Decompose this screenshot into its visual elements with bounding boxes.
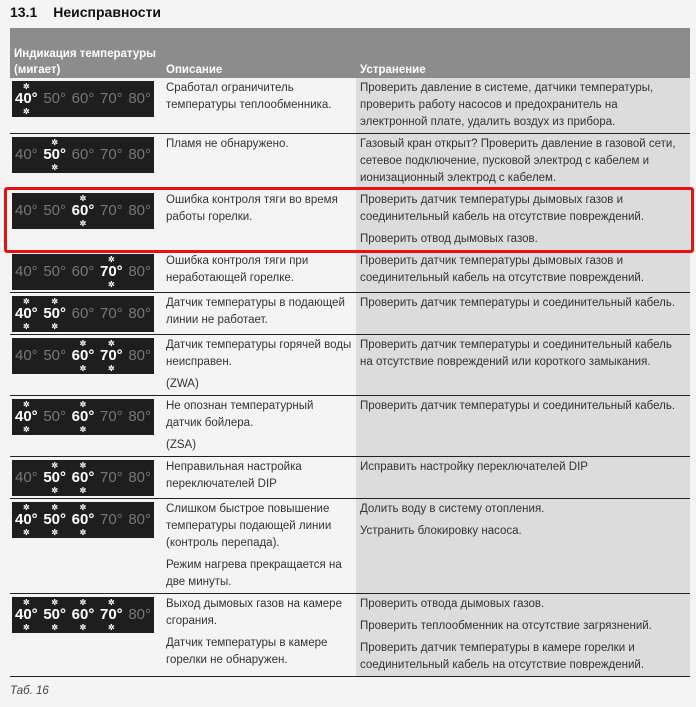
- blink-icon: ✲: [22, 82, 30, 91]
- blink-icon: ✲: [79, 528, 87, 537]
- remedy-text: Исправить настройку переключателей DIP: [360, 461, 588, 473]
- temp-label: 40°: [15, 347, 38, 364]
- blink-icon: ✲: [79, 194, 87, 203]
- table-row: [10, 396, 690, 457]
- temp-indicator: [72, 339, 95, 373]
- blink-icon: ✲: [22, 322, 30, 331]
- temp-label: 70°: [99, 90, 123, 107]
- description-text: Датчик температуры в подающей линии не работает.: [166, 297, 345, 326]
- remedy-text: Проверить датчик температуры и соединительный кабель.: [360, 400, 676, 412]
- temp-label: 60°: [71, 202, 95, 219]
- temp-label: 70°: [99, 263, 123, 280]
- table-row: [10, 251, 690, 293]
- blink-icon: ✲: [22, 425, 30, 434]
- description-text: Пламя не обнаружено.: [166, 138, 289, 150]
- temp-label: 70°: [99, 469, 123, 486]
- temp-label: 40°: [15, 606, 38, 623]
- temp-label: 60°: [71, 305, 95, 322]
- temp-label: 40°: [15, 146, 38, 163]
- blink-icon: ✲: [107, 364, 115, 373]
- temp-indicator: [72, 138, 95, 172]
- header-indicator: Индикация температуры (мигает): [10, 28, 162, 78]
- temp-label: 80°: [128, 90, 151, 107]
- blink-icon: ✲: [22, 107, 30, 116]
- temperature-display: [12, 399, 154, 435]
- blink-icon: ✲: [51, 528, 59, 537]
- temp-indicator: [15, 82, 38, 116]
- temp-label: 60°: [71, 263, 95, 280]
- blink-icon: ✲: [22, 598, 30, 607]
- blink-icon: ✲: [79, 400, 87, 409]
- remedy-cell: [356, 251, 690, 293]
- temp-label: 80°: [128, 202, 151, 219]
- temp-label: 80°: [128, 305, 151, 322]
- temp-label: 50°: [43, 469, 67, 486]
- blink-icon: ✲: [51, 138, 59, 147]
- indicator-cell: [10, 78, 162, 134]
- temp-label: 80°: [128, 263, 151, 280]
- table-row: [10, 190, 690, 251]
- blink-icon: ✲: [22, 623, 30, 632]
- remedy-cell: [356, 594, 690, 677]
- remedy-text: Проверить датчик температуры и соединительный кабель на отсутствие повреждений или короткого замыкания.: [360, 339, 672, 368]
- temp-indicator: [43, 138, 66, 172]
- temp-label: 70°: [99, 202, 123, 219]
- temp-indicator: [72, 194, 95, 228]
- blink-icon: ✲: [107, 623, 115, 632]
- description-text: Режим нагрева прекращается на две минуты.: [166, 559, 342, 588]
- temp-indicator: [72, 400, 95, 434]
- indicator-cell: [10, 335, 162, 396]
- blink-icon: ✲: [51, 163, 59, 172]
- temp-label: 50°: [43, 90, 67, 107]
- temperature-display: [12, 254, 154, 290]
- description-cell: [162, 396, 356, 457]
- temp-indicator: [43, 400, 66, 434]
- temp-label: 40°: [15, 263, 38, 280]
- remedy-text: Газовый кран открыт? Проверить давление в газовой сети, сетевое подключение, пусковой электрод с кабелем и ионизационный электрод с кабелем.: [360, 138, 676, 184]
- temp-indicator: [15, 194, 38, 228]
- temp-indicator: [43, 255, 66, 289]
- blink-icon: ✲: [79, 486, 87, 495]
- temp-indicator: [15, 400, 38, 434]
- temp-label: 40°: [15, 202, 38, 219]
- description-text: Выход дымовых газов на камере сгорания.: [166, 598, 342, 627]
- temperature-display: [12, 193, 154, 229]
- temp-indicator: [128, 297, 151, 331]
- temp-label: 70°: [99, 511, 123, 528]
- temp-label: 80°: [128, 347, 151, 364]
- blink-icon: ✲: [107, 339, 115, 348]
- blink-icon: ✲: [22, 503, 30, 512]
- blink-icon: ✲: [79, 623, 87, 632]
- blink-icon: ✲: [51, 598, 59, 607]
- temp-indicator: [72, 598, 95, 632]
- table-row: [10, 335, 690, 396]
- blink-icon: ✲: [107, 598, 115, 607]
- temp-label: 70°: [99, 146, 123, 163]
- description-text: (ZSA): [166, 439, 197, 451]
- indicator-cell: [10, 457, 162, 499]
- indicator-cell: [10, 594, 162, 677]
- temp-indicator: [100, 598, 123, 632]
- blink-icon: ✲: [51, 503, 59, 512]
- description-text: Ошибка контроля тяги при неработающей горелке.: [166, 255, 309, 284]
- blink-icon: ✲: [79, 461, 87, 470]
- temp-label: 80°: [128, 408, 151, 425]
- description-cell: [162, 499, 356, 594]
- temperature-display: [12, 338, 154, 374]
- temp-label: 60°: [71, 511, 95, 528]
- temp-indicator: [43, 82, 66, 116]
- temp-indicator: [43, 598, 66, 632]
- header-remedy: Устранение: [356, 28, 690, 78]
- temp-label: 60°: [71, 90, 95, 107]
- temp-label: 60°: [71, 347, 95, 364]
- temp-indicator: [43, 297, 66, 331]
- temp-indicator: [100, 400, 123, 434]
- indicator-cell: [10, 190, 162, 251]
- temp-indicator: [128, 255, 151, 289]
- temp-indicator: [72, 297, 95, 331]
- description-cell: [162, 190, 356, 251]
- blink-icon: ✲: [51, 461, 59, 470]
- temp-label: 50°: [43, 408, 67, 425]
- section-title: Неисправности: [53, 4, 162, 20]
- description-text: Не опознан температурный датчик бойлера.: [166, 400, 314, 429]
- section-heading: [10, 2, 690, 22]
- description-text: Датчик температуры горячей воды неисправен.: [166, 339, 352, 368]
- temp-label: 50°: [43, 511, 67, 528]
- temp-label: 70°: [99, 347, 123, 364]
- temp-label: 80°: [128, 146, 151, 163]
- temp-label: 40°: [15, 90, 38, 107]
- temp-label: 70°: [99, 606, 123, 623]
- temp-label: 80°: [128, 469, 151, 486]
- description-cell: [162, 251, 356, 293]
- description-cell: [162, 134, 356, 190]
- indicator-cell: [10, 499, 162, 594]
- table-row: [10, 457, 690, 499]
- temp-indicator: [100, 194, 123, 228]
- temp-indicator: [128, 598, 151, 632]
- blink-icon: ✲: [107, 280, 115, 289]
- temp-label: 70°: [99, 305, 123, 322]
- temp-label: 50°: [43, 146, 67, 163]
- remedy-text: Проверить датчик температуры и соединительный кабель.: [360, 297, 676, 309]
- temperature-display: [12, 460, 154, 496]
- remedy-cell: [356, 134, 690, 190]
- table-row: [10, 134, 690, 190]
- faults-table: [10, 28, 690, 677]
- temp-label: 40°: [15, 469, 38, 486]
- remedy-cell: [356, 293, 690, 335]
- table-row: [10, 78, 690, 134]
- temp-label: 50°: [43, 305, 67, 322]
- remedy-text: Устранить блокировку насоса.: [360, 525, 522, 537]
- remedy-cell: [356, 499, 690, 594]
- blink-icon: ✲: [51, 486, 59, 495]
- table-row: [10, 499, 690, 594]
- temp-indicator: [43, 503, 66, 537]
- remedy-cell: [356, 335, 690, 396]
- temp-label: 60°: [71, 606, 95, 623]
- temp-indicator: [72, 255, 95, 289]
- temp-indicator: [100, 461, 123, 495]
- temp-indicator: [15, 503, 38, 537]
- header-description: Описание: [162, 28, 356, 78]
- temp-indicator: [15, 339, 38, 373]
- temp-indicator: [128, 400, 151, 434]
- remedy-text: Проверить давление в системе, датчики температуры, проверить работу насосов и предохранитель на электронной плате, удалить воздух из прибора.: [360, 82, 654, 128]
- description-text: (ZWA): [166, 378, 199, 390]
- temp-indicator: [15, 297, 38, 331]
- temp-label: 50°: [43, 202, 67, 219]
- temp-indicator: [43, 339, 66, 373]
- temp-indicator: [72, 461, 95, 495]
- remedy-text: Проверить отвод дымовых газов.: [360, 233, 538, 245]
- blink-icon: ✲: [79, 339, 87, 348]
- blink-icon: ✲: [107, 255, 115, 264]
- temp-indicator: [72, 82, 95, 116]
- temp-label: 40°: [15, 511, 38, 528]
- temp-label: 50°: [43, 263, 67, 280]
- temp-label: 50°: [43, 347, 67, 364]
- remedy-text: Проверить отвода дымовых газов.: [360, 598, 545, 610]
- remedy-text: Проверить датчик температуры дымовых газов и соединительный кабель на отсутствие повреждений.: [360, 255, 645, 284]
- description-text: Ошибка контроля тяги во время работы горелки.: [166, 194, 338, 223]
- temperature-display: [12, 502, 154, 538]
- temp-indicator: [128, 194, 151, 228]
- indicator-cell: [10, 293, 162, 335]
- blink-icon: ✲: [22, 528, 30, 537]
- description-cell: [162, 293, 356, 335]
- description-cell: [162, 457, 356, 499]
- temp-indicator: [100, 297, 123, 331]
- indicator-cell: [10, 134, 162, 190]
- temp-label: 50°: [43, 606, 67, 623]
- blink-icon: ✲: [79, 598, 87, 607]
- temp-indicator: [100, 255, 123, 289]
- temp-label: 80°: [128, 511, 151, 528]
- remedy-cell: [356, 457, 690, 499]
- remedy-cell: [356, 190, 690, 251]
- temp-label: 60°: [71, 469, 95, 486]
- blink-icon: ✲: [22, 400, 30, 409]
- blink-icon: ✲: [51, 623, 59, 632]
- remedy-text: Проверить датчик температуры дымовых газов и соединительный кабель на отсутствие повреждений.: [360, 194, 645, 223]
- remedy-text: Долить воду в систему отопления.: [360, 503, 545, 515]
- blink-icon: ✲: [79, 364, 87, 373]
- indicator-cell: [10, 396, 162, 457]
- remedy-text: Проверить датчик температуры в камере горелки и соединительный кабель на отсутствие повреждений.: [360, 642, 645, 671]
- description-cell: [162, 594, 356, 677]
- temp-indicator: [72, 503, 95, 537]
- temp-indicator: [100, 339, 123, 373]
- temperature-display: [12, 296, 154, 332]
- description-text: Слишком быстрое повышение температуры подающей линии (контроль перепада).: [166, 503, 332, 549]
- temp-label: 60°: [71, 408, 95, 425]
- description-cell: [162, 78, 356, 134]
- temp-indicator: [128, 461, 151, 495]
- temperature-display: [12, 137, 154, 173]
- temp-label: 80°: [128, 606, 151, 623]
- temp-indicator: [100, 82, 123, 116]
- temp-indicator: [43, 461, 66, 495]
- temp-indicator: [15, 598, 38, 632]
- temperature-display: [12, 81, 154, 117]
- table-row: [10, 293, 690, 335]
- temp-label: 60°: [71, 146, 95, 163]
- temp-indicator: [128, 82, 151, 116]
- description-text: Сработал ограничитель температуры теплообменника.: [166, 82, 332, 111]
- temp-indicator: [15, 138, 38, 172]
- table-row: [10, 594, 690, 677]
- blink-icon: ✲: [51, 322, 59, 331]
- blink-icon: ✲: [22, 297, 30, 306]
- temp-indicator: [15, 255, 38, 289]
- temp-indicator: [100, 503, 123, 537]
- blink-icon: ✲: [79, 219, 87, 228]
- blink-icon: ✲: [79, 503, 87, 512]
- temp-indicator: [15, 461, 38, 495]
- temp-indicator: [128, 339, 151, 373]
- temp-indicator: [128, 503, 151, 537]
- description-text: Неправильная настройка переключателей DIP: [166, 461, 302, 490]
- temp-label: 40°: [15, 305, 38, 322]
- temp-label: 40°: [15, 408, 38, 425]
- remedy-cell: [356, 396, 690, 457]
- temp-indicator: [100, 138, 123, 172]
- section-number: 13.1: [10, 4, 38, 20]
- remedy-text: Проверить теплообменник на отсутствие загрязнений.: [360, 620, 652, 632]
- temp-indicator: [128, 138, 151, 172]
- blink-icon: ✲: [51, 297, 59, 306]
- remedy-cell: [356, 78, 690, 134]
- description-cell: [162, 335, 356, 396]
- description-text: Датчик температуры в камере горелки не обнаружен.: [166, 637, 328, 666]
- blink-icon: ✲: [79, 425, 87, 434]
- indicator-cell: [10, 251, 162, 293]
- temp-indicator: [43, 194, 66, 228]
- temperature-display: [12, 597, 154, 633]
- table-caption: Таб. 16: [10, 685, 49, 697]
- temp-label: 70°: [99, 408, 123, 425]
